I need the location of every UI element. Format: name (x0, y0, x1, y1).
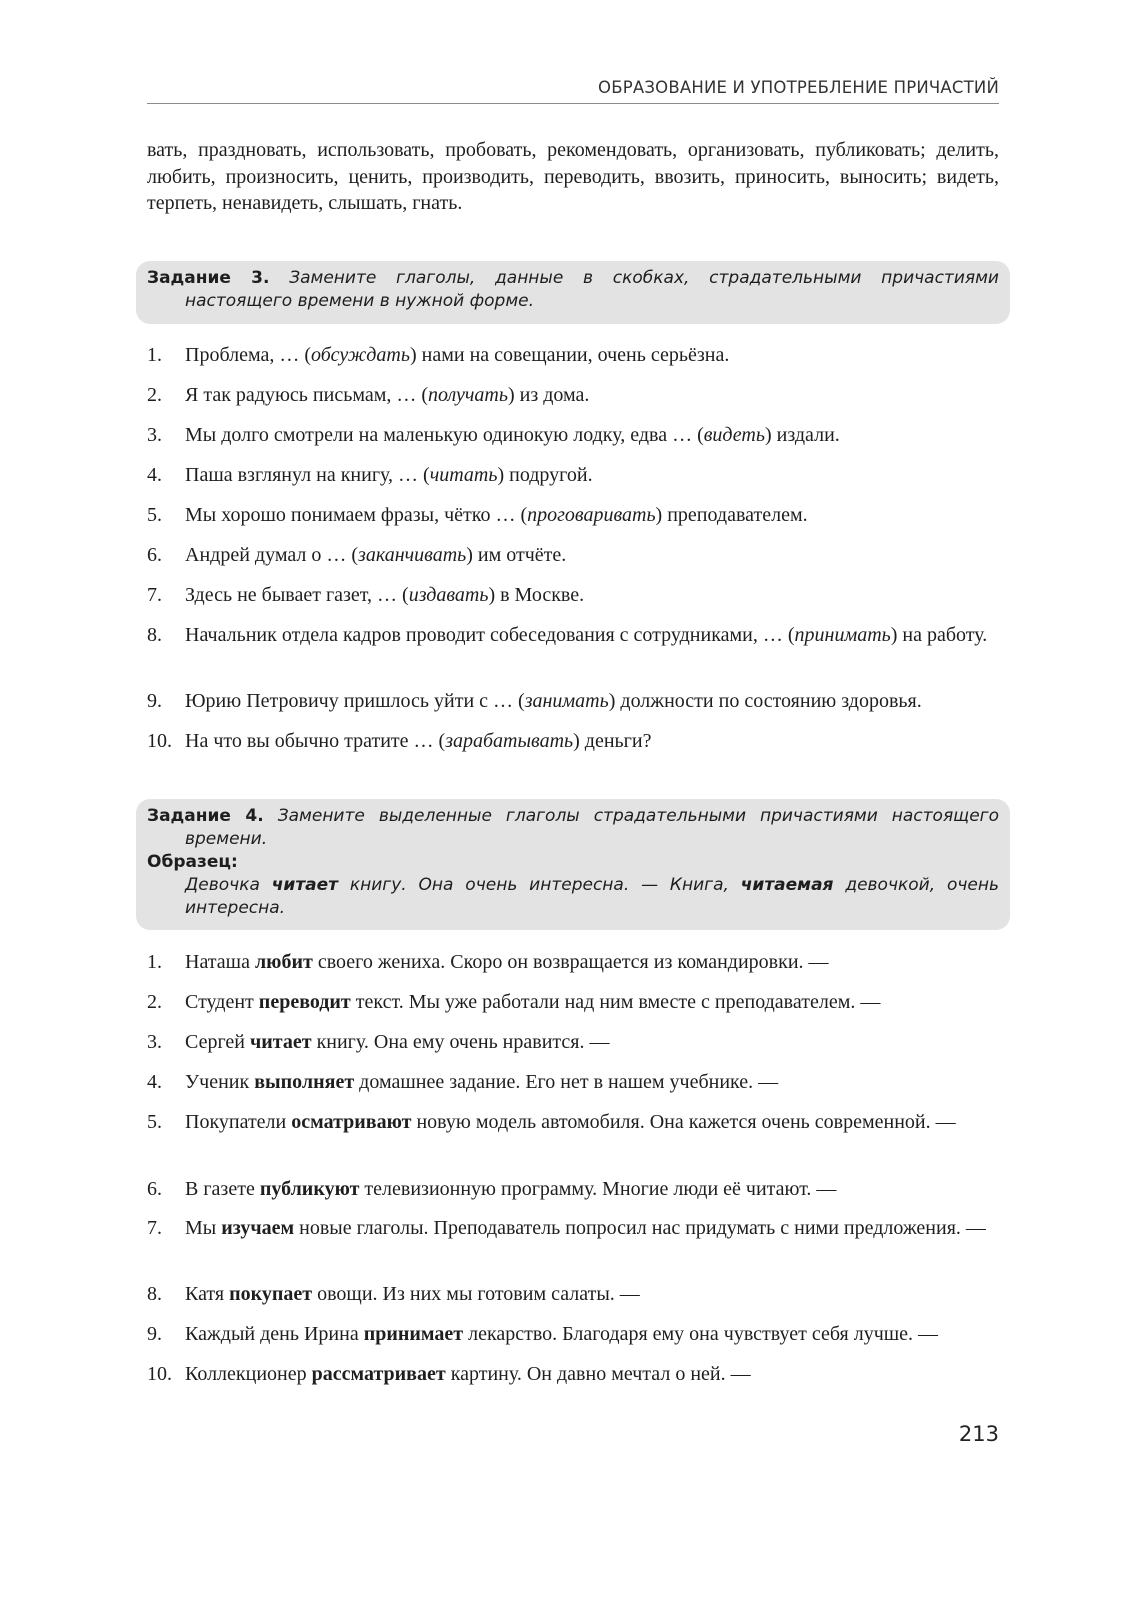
verb-infinitive: получать (428, 384, 508, 406)
list-item: 4. Ученик выполняет домашнее задание. Его нет в нашем учебнике. — (147, 1069, 999, 1096)
item-number: 10. (147, 1363, 172, 1385)
item-number: 4. (147, 1071, 162, 1093)
highlighted-verb: осматривают (291, 1111, 412, 1133)
sample-text-end: интересна. (185, 898, 286, 918)
verb-infinitive: видеть (703, 424, 765, 446)
verb-infinitive: издавать (408, 584, 489, 606)
item-number: 3. (147, 424, 162, 446)
list-item: 9. Каждый день Ирина принимает лекарство. Благодаря ему она чувствует себя лучше. — (147, 1321, 999, 1348)
highlighted-verb: публикуют (259, 1178, 360, 1200)
task-4-instruction (147, 805, 999, 828)
item-number: 9. (147, 1323, 162, 1345)
item-number: 1. (147, 344, 162, 366)
verb-infinitive: зарабатывать (445, 730, 574, 752)
highlighted-verb: изучаем (221, 1217, 295, 1239)
list-item: 10. На что вы обычно тратите … (зарабатывать) деньги? (147, 728, 999, 755)
verb-infinitive: занимать (524, 690, 609, 712)
verb-infinitive: обсуждать (311, 344, 410, 366)
verb-infinitive: принимать (794, 624, 891, 646)
task-4-instruction-line-1: Замените выделенные глаголы страдательными причастиями настоящего (277, 806, 999, 826)
task-3-box (136, 261, 1010, 324)
highlighted-verb: любит (254, 951, 313, 973)
verb-infinitive: заканчивать (358, 544, 467, 566)
item-number: 5. (147, 504, 162, 526)
task-3-instruction (147, 267, 999, 290)
intro-paragraph: вать, праздновать, использовать, пробовать, рекомендовать, организовать, публиковать; делить, любить, произносить, ценить, производить, переводить, ввозить, приносить, выносить; видеть, терпеть, ненавидеть, слышать, гнать. (147, 139, 999, 214)
sample-label: Образец: (147, 852, 238, 872)
list-item: 2. Я так радуюсь письмам, … (получать) из дома. (147, 382, 999, 409)
item-number: 9. (147, 690, 162, 712)
item-number: 2. (147, 384, 162, 406)
list-item: 8. Катя покупает овощи. Из них мы готовим салаты. — (147, 1281, 999, 1308)
item-number: 4. (147, 464, 162, 486)
highlighted-verb: покупает (229, 1283, 313, 1305)
task-4-label: Задание 4. (147, 806, 264, 826)
item-number: 3. (147, 1031, 162, 1053)
task-4-instruction-line-2: времени. (185, 829, 268, 849)
running-header: ОБРАЗОВАНИЕ И УПОТРЕБЛЕНИЕ ПРИЧАСТИЙ (598, 78, 999, 97)
item-number: 8. (147, 624, 162, 646)
highlighted-verb: принимает (363, 1323, 464, 1345)
item-number: 7. (147, 1217, 162, 1239)
verb-infinitive: читать (429, 464, 498, 486)
list-item: 3. Сергей читает книгу. Она ему очень нравится. — (147, 1029, 999, 1056)
list-item: 9. Юрию Петровичу пришлось уйти с … (занимать) должности по состоянию здоровья. (147, 688, 999, 715)
list-item: 6. Андрей думал о … (заканчивать) им отчёте. (147, 542, 999, 569)
header-divider (147, 103, 999, 104)
item-number: 2. (147, 991, 162, 1013)
page-number: 213 (958, 1422, 999, 1446)
task-3-instruction-line-2: настоящего времени в нужной форме. (185, 291, 535, 311)
task-3-instruction-line-1: Замените глаголы, данные в скобках, страдательными причастиями (289, 268, 999, 288)
list-item: 8. Начальник отдела кадров проводит собеседования с сотрудниками, … (принимать) на работу. (147, 622, 999, 649)
list-item: 7. Мы изучаем новые глаголы. Преподаватель попросил нас придумать с ними предложения. — (147, 1215, 999, 1242)
item-number: 1. (147, 951, 162, 973)
item-number: 6. (147, 544, 162, 566)
list-item: 10. Коллекционер рассматривает картину. Он давно мечтал о ней. — (147, 1361, 999, 1388)
list-item: 6. В газете публикуют телевизионную программу. Многие люди её читают. — (147, 1176, 999, 1203)
highlighted-verb: выполняет (254, 1071, 355, 1093)
list-item: 4. Паша взглянул на книгу, … (читать) подругой. (147, 462, 999, 489)
list-item: 2. Студент переводит текст. Мы уже работали над ним вместе с преподавателем. — (147, 989, 999, 1016)
sample-text: Девочка читает книгу. Она очень интересна. — Книга, читаемая девочкой, очень (185, 875, 1000, 895)
item-number: 10. (147, 730, 172, 752)
verb-infinitive: проговаривать (527, 504, 656, 526)
list-item: 5. Покупатели осматривают новую модель автомобиля. Она кажется очень современной. — (147, 1109, 999, 1136)
list-item: 3. Мы долго смотрели на маленькую одинокую лодку, едва … (видеть) издали. (147, 422, 999, 449)
list-item: 7. Здесь не бывает газет, … (издавать) в Москве. (147, 582, 999, 609)
highlighted-verb: читает (249, 1031, 312, 1053)
highlighted-verb: переводит (258, 991, 351, 1013)
task-3-label: Задание 3. (147, 268, 270, 288)
list-item: 5. Мы хорошо понимаем фразы, чётко … (проговаривать) преподавателем. (147, 502, 999, 529)
highlighted-verb: рассматривает (311, 1363, 446, 1385)
list-item: 1. Проблема, … (обсуждать) нами на совещании, очень серьёзна. (147, 342, 999, 369)
task-4-box (136, 799, 1010, 930)
item-number: 6. (147, 1178, 162, 1200)
list-item: 1. Наташа любит своего жениха. Скоро он возвращается из командировки. — (147, 949, 999, 976)
item-number: 8. (147, 1283, 162, 1305)
item-number: 5. (147, 1111, 162, 1133)
item-number: 7. (147, 584, 162, 606)
